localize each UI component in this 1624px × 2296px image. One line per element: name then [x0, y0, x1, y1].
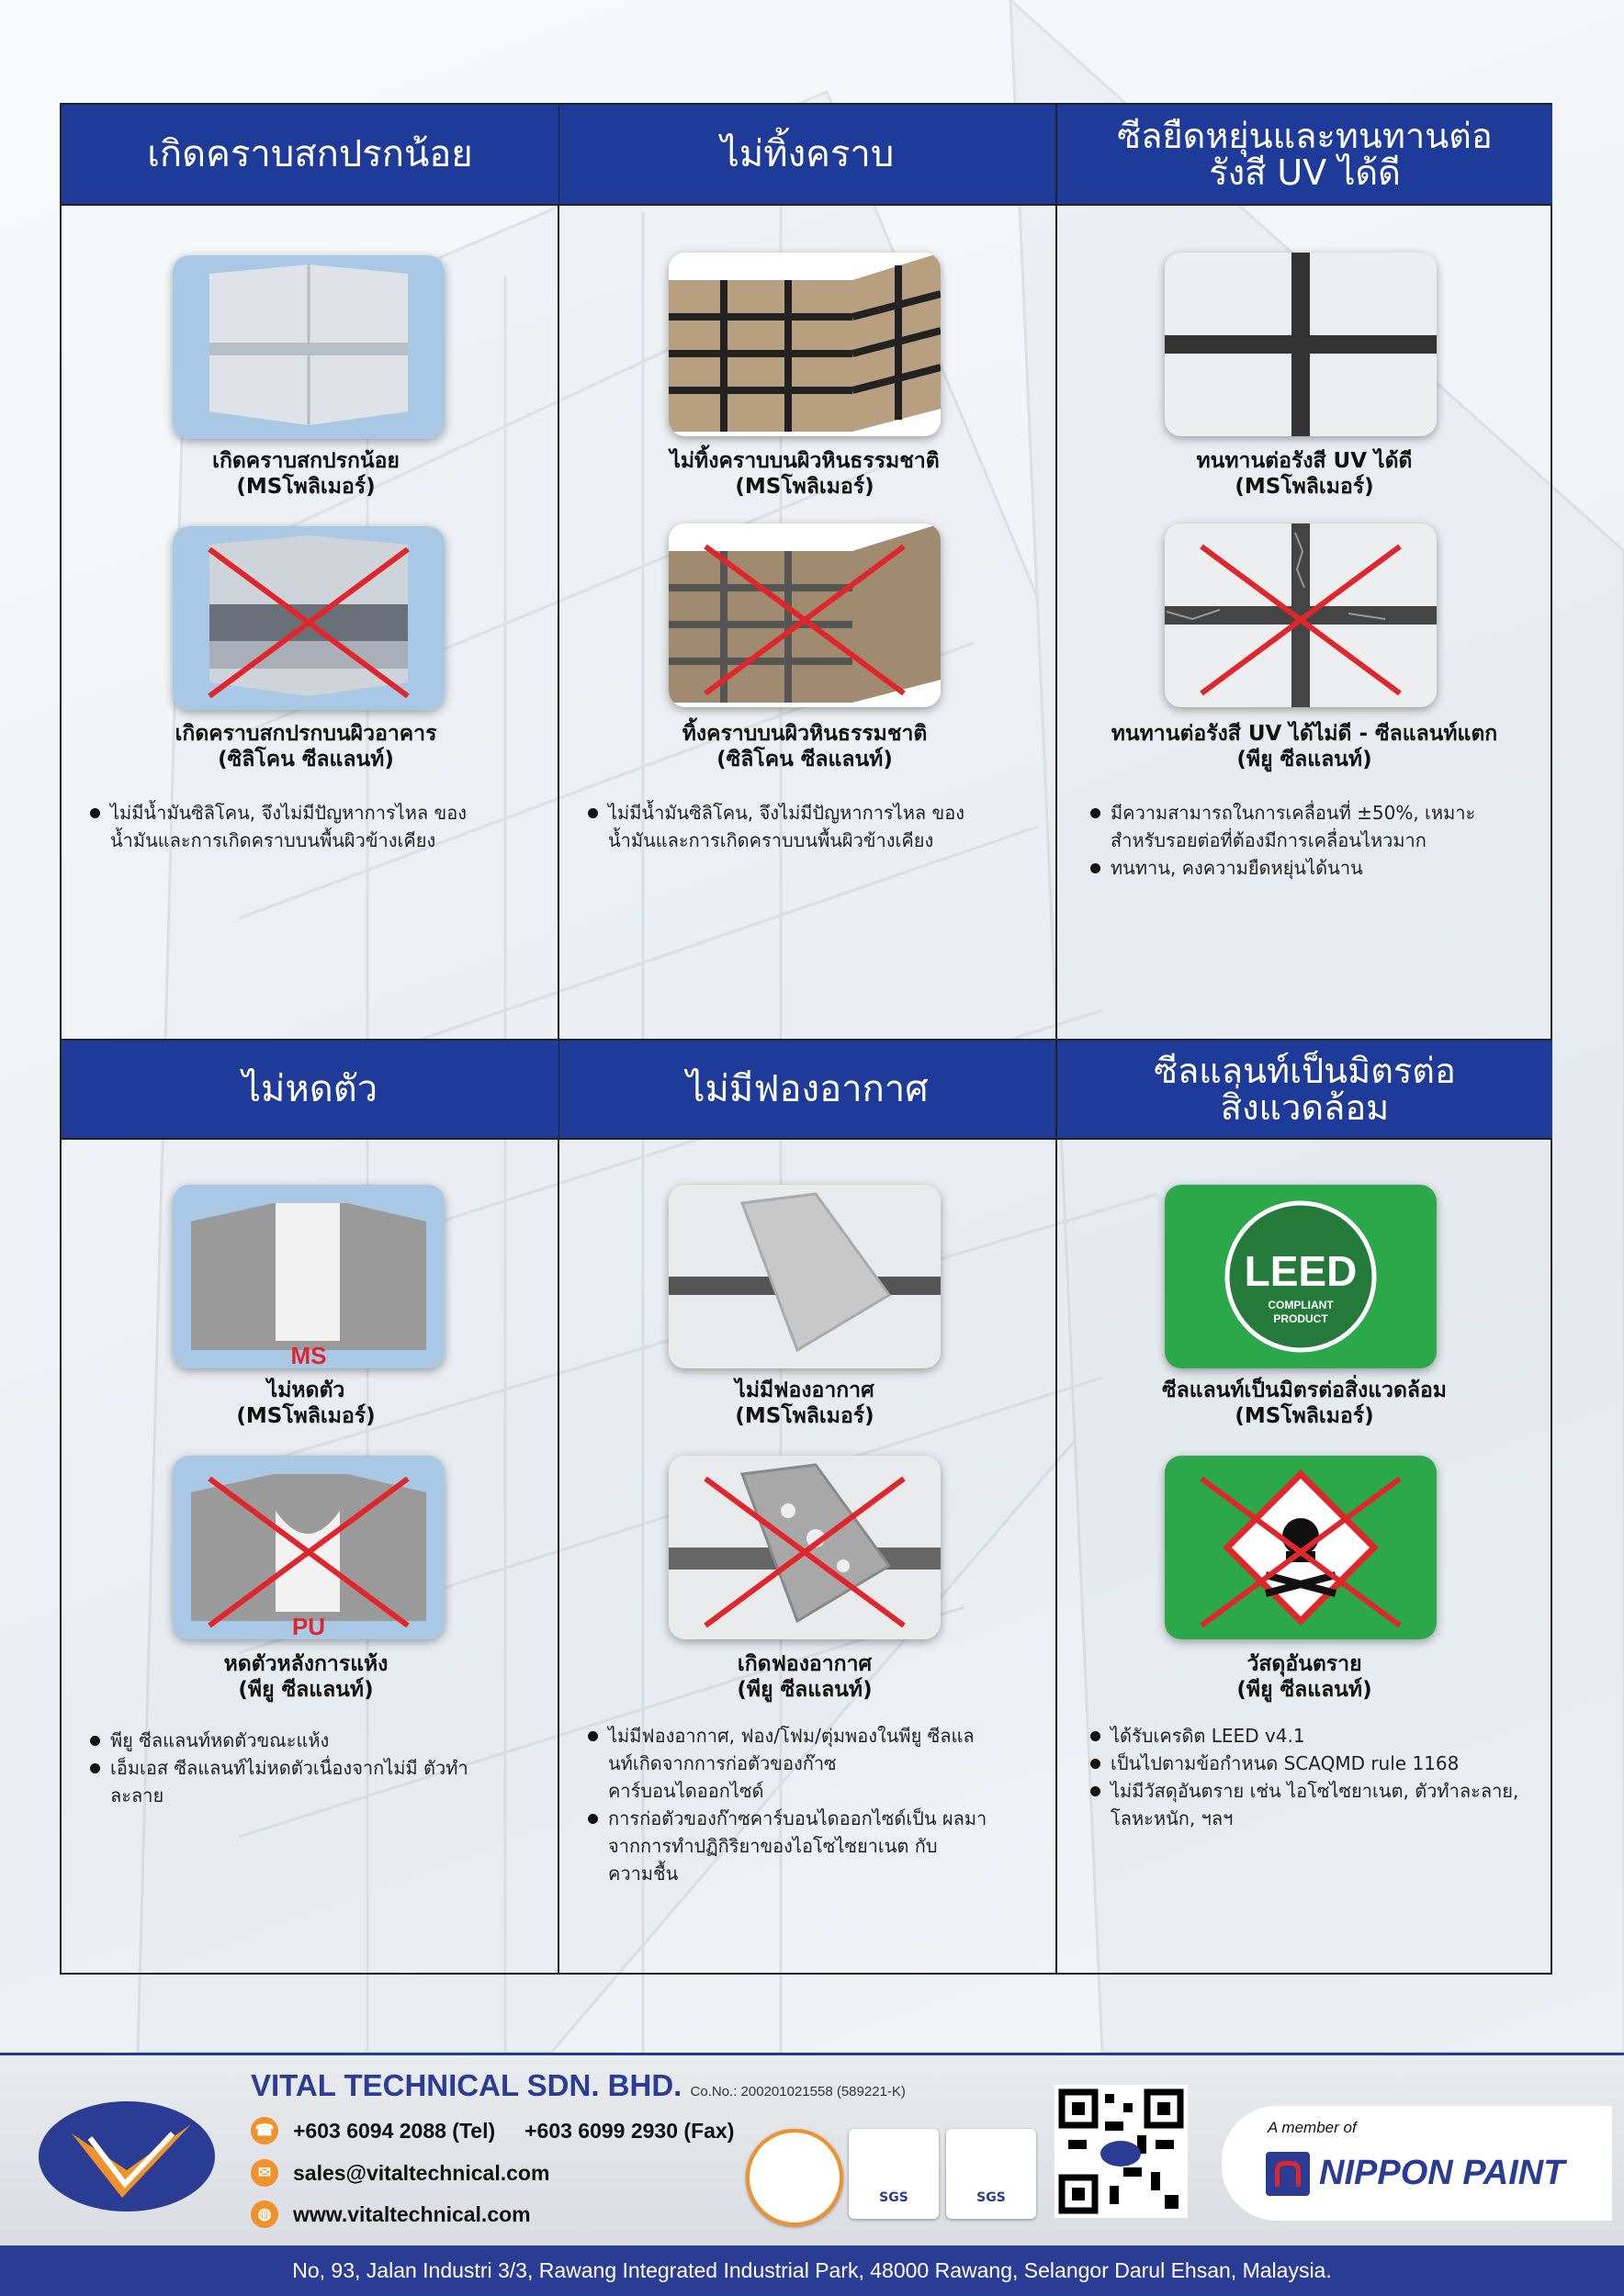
uv-cracked-joint-image [1165, 523, 1437, 707]
good-caption: เกิดคราบสกปรกน้อย (MSโพลิเมอร์) [212, 449, 400, 499]
panel-header-low-dirt: เกิดคราบสกปรกน้อย [62, 105, 558, 206]
vital-logo [35, 2097, 219, 2216]
sgs-cert-badge: SGS [849, 2129, 939, 2219]
bullet-list: ไม่มีน้ำมันซิลิโคน, จึงไม่มีปัญหาการไหล ของน้ำมันและการเกิดคราบบนพื้นผิวข้างเคียง [586, 799, 990, 854]
stained-stone-image [669, 523, 941, 707]
company-name: VITAL TECHNICAL SDN. BHD. Co.No.: 200201021558 (589221-K) [251, 2068, 906, 2102]
panel-header-no-stain: ไม่ทิ้งคราบ [559, 105, 1055, 206]
mail-icon: ✉ [251, 2159, 278, 2187]
dirty-facade-image [173, 526, 445, 710]
bad-caption: ทนทานต่อรังสี UV ได้ไม่ดี - ซีลแลนท์แตก (พียู ซีลแลนท์) [1111, 722, 1498, 771]
panel-header-uv-resistant: ซีลยืดหยุ่นและทนทานต่อ รังสี UV ได้ดี [1057, 105, 1552, 206]
uv-good-joint-image [1165, 253, 1437, 436]
globe-icon: ◍ [251, 2200, 278, 2228]
good-caption: ไม่หดตัว (MSโพลิเมอร์) [236, 1379, 376, 1428]
address-bar: No, 93, Jalan Industri 3/3, Rawang Integrated Industrial Park, 48000 Rawang, Selangor Darul Ehsan, Malaysia. [0, 2245, 1624, 2296]
bad-caption: เกิดฟองอากาศ (พียู ซีลแลนท์) [737, 1652, 873, 1702]
bullet-list: มีความสามารถในการเคลื่อนที่ ±50%, เหมาะ สำหรับรอยต่อที่ต้องมีการเคลื่อนไหวมาก ทนทาน, คงความยืดหยุ่นได้นาน [1088, 799, 1529, 882]
professionals-badge-icon [746, 2129, 843, 2226]
nippon-logo-icon [1266, 2152, 1310, 2196]
nippon-paint-badge: A member of NIPPON PAINT [1222, 2106, 1612, 2221]
panel-header-no-shrink: ไม่หดตัว [62, 1039, 558, 1140]
svg-text:LEED: LEED [1244, 1247, 1358, 1295]
good-caption: ไม่มีฟองอากาศ (MSโพลิเมอร์) [735, 1379, 874, 1428]
bad-caption: ทิ้งคราบบนผิวหินธรรมชาติ (ซิลิโคน ซีลแลนท์) [682, 722, 928, 771]
hazard-image [1165, 1456, 1437, 1639]
svg-text:PRODUCT: PRODUCT [1273, 1312, 1328, 1325]
qr-code-icon[interactable] [1054, 2085, 1188, 2218]
bullet-list: ได้รับเครดิต LEED v4.1 เป็นไปตามข้อกำหนด SCAQMD rule 1168 ไม่มีวัสดุอันตราย เช่น ไอโซไซยาเนต, ตัวทำละลาย, โลหะหนัก, ฯลฯ [1088, 1722, 1529, 1832]
panel-header-no-bubbles: ไม่มีฟองอากาศ [559, 1039, 1055, 1140]
panel-header-eco-friendly: ซีลแลนท์เป็นมิตรต่อ สิ่งแวดล้อม [1057, 1039, 1552, 1140]
svg-text:MS: MS [290, 1342, 327, 1368]
pu-shrink-image [173, 1456, 445, 1639]
clean-stone-image [669, 253, 941, 436]
bullet-list: ไม่มีฟองอากาศ, ฟอง/โฟม/ตุ่มพองในพียู ซีลแลนท์เกิดจากการก่อตัวของก๊าซ คาร์บอนไดออกไซด์ การก่อตัวของก๊าซคาร์บอนไดออกไซด์เป็น ผลมาจากการทำปฏิกิริยาของไอโซไซยาเนต กับความชื้น [586, 1722, 990, 1887]
good-caption: ซีลแลนท์เป็นมิตรต่อสิ่งแวดล้อม (MSโพลิเมอร์) [1162, 1379, 1447, 1428]
bad-caption: วัสดุอันตราย (พียู ซีลแลนท์) [1236, 1652, 1372, 1702]
good-caption: ไม่ทิ้งคราบบนผิวหินธรรมชาติ (MSโพลิเมอร์) [670, 449, 940, 499]
svg-text:PU: PU [291, 1613, 326, 1639]
bullet-list: พียู ซีลแลนท์หดตัวขณะแห้ง เอ็มเอส ซีลแลนท์ไม่หดตัวเนื่องจากไม่มี ตัวทำละลาย [88, 1727, 520, 1809]
no-bubble-image [669, 1185, 941, 1368]
sgs-cert-badge: SGS [946, 2129, 1036, 2219]
bad-caption: หดตัวหลังการแห้ง (พียู ซีลแลนท์) [223, 1652, 389, 1702]
leed-badge-image [1165, 1185, 1437, 1368]
svg-text:COMPLIANT: COMPLIANT [1268, 1299, 1334, 1311]
clean-facade-image [173, 255, 445, 439]
website-line[interactable]: ◍ www.vitaltechnical.com [251, 2200, 531, 2228]
bubbles-image [669, 1456, 941, 1639]
ms-no-shrink-image [173, 1185, 445, 1368]
phone-icon: ☎ [251, 2117, 278, 2144]
bad-caption: เกิดคราบสกปรกบนผิวอาคาร (ซิลิโคน ซีลแลนท์) [175, 722, 437, 771]
bullet-list: ไม่มีน้ำมันซิลิโคน, จึงไม่มีปัญหาการไหล ของน้ำมันและการเกิดคราบบนพื้นผิวข้างเคียง [88, 799, 492, 854]
phone-line: ☎ +603 6094 2088 (Tel) +603 6099 2930 (Fax) [251, 2117, 734, 2144]
email-line[interactable]: ✉ sales@vitaltechnical.com [251, 2159, 549, 2187]
good-caption: ทนทานต่อรังสี UV ได้ดี (MSโพลิเมอร์) [1196, 449, 1413, 499]
